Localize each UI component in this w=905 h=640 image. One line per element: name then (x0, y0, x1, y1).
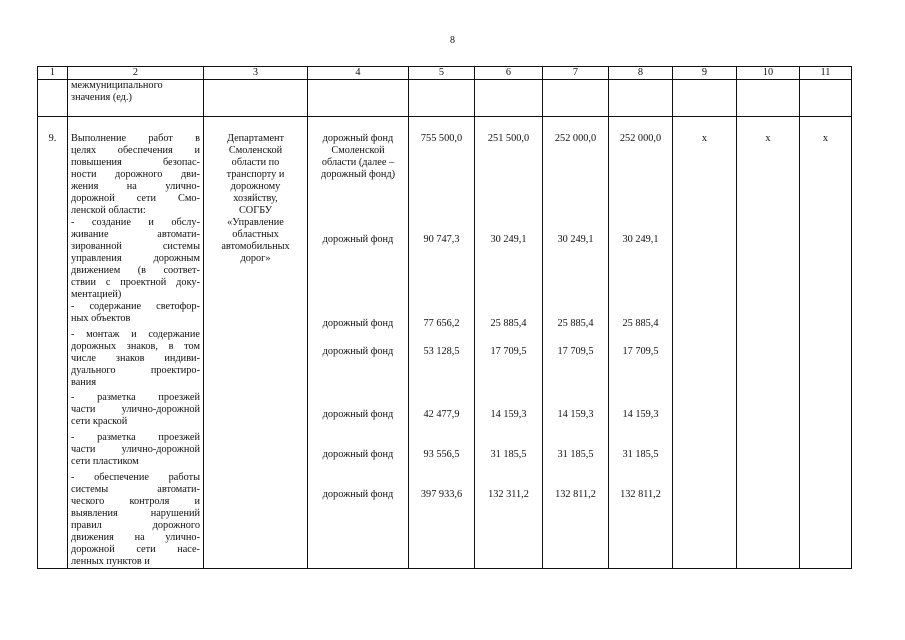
main-value (478, 133, 539, 145)
column-number-1: 1 (38, 67, 68, 80)
text-line: - разметка проезжей (71, 392, 200, 403)
amount: 252 000,0 (554, 133, 597, 144)
text-line: СОГБУ (238, 205, 273, 216)
subitem-1-value-8: 30 249,1 (622, 233, 659, 245)
subitem-6-description (71, 472, 200, 568)
text-line: управления дорожным (71, 253, 200, 264)
text-line: правил дорожного (71, 520, 200, 531)
text-line: ствии с проектной доку- (71, 277, 200, 288)
text-line: движением (в соответ- (71, 265, 200, 276)
text-line: - обеспечение работы (71, 472, 200, 483)
text-line: ческого контроля и (71, 496, 200, 507)
text-line: сети краской (71, 416, 128, 427)
text-line: области по (231, 157, 280, 168)
main-value (546, 133, 605, 145)
mark-cell-9: х (673, 117, 737, 569)
text-line: дорожных знаков, в том (71, 341, 200, 352)
continuation-row (38, 80, 852, 117)
column-number-8: 8 (609, 67, 673, 80)
subitem-1-source: дорожный фонд (322, 233, 394, 245)
text-line: области (далее – (321, 157, 395, 168)
executor-cell (204, 117, 308, 569)
table-row-9 (38, 117, 852, 569)
text-line: повышения безопас- (71, 157, 200, 168)
main-value (412, 133, 471, 145)
column-number-10: 10 (737, 67, 800, 80)
subitem-3-value-7: 17 709,5 (557, 345, 594, 357)
subitem-1-value-7: 30 249,1 (557, 233, 594, 245)
subitem-4-value-6: 14 159,3 (490, 408, 527, 420)
text-line: - монтаж и содержание (71, 329, 200, 340)
text-line: Выполнение работ в (71, 133, 200, 144)
text-line: Смоленской (331, 145, 385, 156)
amount: 252 000,0 (619, 133, 662, 144)
text-line: значения (ед.) (71, 92, 132, 103)
text-line: дуального проектиро- (71, 365, 200, 376)
subitem-4-description (71, 392, 200, 428)
year1-column (475, 117, 543, 569)
page-number: 8 (450, 35, 455, 46)
text-line: ленных пунктов и (71, 556, 150, 567)
text-line: дорожный фонд (322, 133, 394, 144)
subitem-2-source: дорожный фонд (322, 317, 394, 329)
row-number: 9. (38, 117, 68, 569)
text-line: части улично-дорожной (71, 404, 200, 415)
column-number-5: 5 (409, 67, 475, 80)
total-column (409, 117, 475, 569)
text-line: выявления нарушений (71, 508, 200, 519)
subitem-2-value-6: 25 885,4 (490, 317, 527, 329)
text-line: - содержание светофор- (71, 301, 200, 312)
text-line: транспорту и (226, 169, 285, 180)
text-line: Смоленской (228, 145, 283, 156)
subitem-5-value-7: 31 185,5 (557, 448, 594, 460)
subitem-2-value-8: 25 885,4 (622, 317, 659, 329)
text-line: межмуниципального (71, 80, 163, 91)
program-table (37, 66, 852, 569)
subitem-6-value-6: 132 311,2 (488, 488, 529, 500)
text-line: дорог» (240, 253, 271, 264)
subitem-1-description (71, 217, 200, 301)
main-value (612, 133, 669, 145)
subitem-2-value-5: 77 656,2 (423, 317, 460, 329)
subitem-5-description (71, 432, 200, 468)
subitem-5-source: дорожный фонд (322, 448, 394, 460)
text-line: - разметка проезжей (71, 432, 200, 443)
column-number-7: 7 (543, 67, 609, 80)
column-number-9: 9 (673, 67, 737, 80)
mark-cell-10: х (737, 117, 800, 569)
text-line: ментацией) (71, 289, 122, 300)
text-line: жения на улично- (71, 181, 200, 192)
mark-cell-11: х (800, 117, 852, 569)
text-line: дорожной сети насе- (71, 544, 200, 555)
text-line: ленской области: (71, 205, 146, 216)
subitem-3-value-6: 17 709,5 (490, 345, 527, 357)
subitem-4-source: дорожный фонд (322, 408, 394, 420)
subitem-3-description (71, 329, 200, 389)
subitem-3-value-5: 53 128,5 (423, 345, 460, 357)
text-line: системы автомати- (71, 484, 200, 495)
column-number-3: 3 (204, 67, 308, 80)
subitem-5-value-6: 31 185,5 (490, 448, 527, 460)
text-line: дорожной сети Смо- (71, 193, 200, 204)
text-line: дорожный фонд) (320, 169, 396, 180)
activity-column (68, 117, 204, 569)
continuation-text (68, 80, 204, 117)
amount: 251 500,0 (487, 133, 530, 144)
text-line: зированной системы (71, 241, 200, 252)
subitem-2-value-7: 25 885,4 (557, 317, 594, 329)
text-line: части улично-дорожной (71, 444, 200, 455)
amount: 755 500,0 (420, 133, 463, 144)
subitem-6-value-8: 132 811,2 (620, 488, 661, 500)
subitem-3-value-8: 17 709,5 (622, 345, 659, 357)
subitem-6-value-5: 397 933,6 (420, 488, 463, 500)
column-number-row (38, 67, 852, 80)
text-line: сети пластиком (71, 456, 139, 467)
subitem-4-value-5: 42 477,9 (423, 408, 460, 420)
subitem-6-source: дорожный фонд (322, 488, 394, 500)
text-line: областных (232, 229, 279, 240)
text-line: вания (71, 377, 97, 388)
text-line: живание автомати- (71, 229, 200, 240)
subitem-5-value-8: 31 185,5 (622, 448, 659, 460)
subitem-3-source: дорожный фонд (322, 345, 394, 357)
column-number-4: 4 (308, 67, 409, 80)
text-line: дорожному (230, 181, 281, 192)
main-source (311, 133, 405, 181)
subitem-4-value-8: 14 159,3 (622, 408, 659, 420)
text-line: Департамент (226, 133, 285, 144)
column-number-6: 6 (475, 67, 543, 80)
text-line: «Управление (227, 217, 284, 228)
activity-title (71, 133, 200, 217)
subitem-1-value-6: 30 249,1 (490, 233, 527, 245)
column-number-11: 11 (800, 67, 852, 80)
year2-column (543, 117, 609, 569)
subitem-5-value-5: 93 556,5 (423, 448, 460, 460)
text-line: ности дорожного дви- (71, 169, 200, 180)
text-line: числе знаков индиви- (71, 353, 200, 364)
text-line: - создание и обслу- (71, 217, 200, 228)
source-column (308, 117, 409, 569)
subitem-1-value-5: 90 747,3 (423, 233, 460, 245)
text-line: целях обеспечения и (71, 145, 200, 156)
subitem-2-description (71, 301, 200, 325)
subitem-6-value-7: 132 811,2 (555, 488, 596, 500)
text-line: автомобильных (221, 241, 290, 252)
text-line: хозяйству, (233, 193, 278, 204)
column-number-2: 2 (68, 67, 204, 80)
text-line: движения на улично- (71, 532, 200, 543)
subitem-4-value-7: 14 159,3 (557, 408, 594, 420)
text-line: ных объектов (71, 313, 131, 324)
year3-column (609, 117, 673, 569)
